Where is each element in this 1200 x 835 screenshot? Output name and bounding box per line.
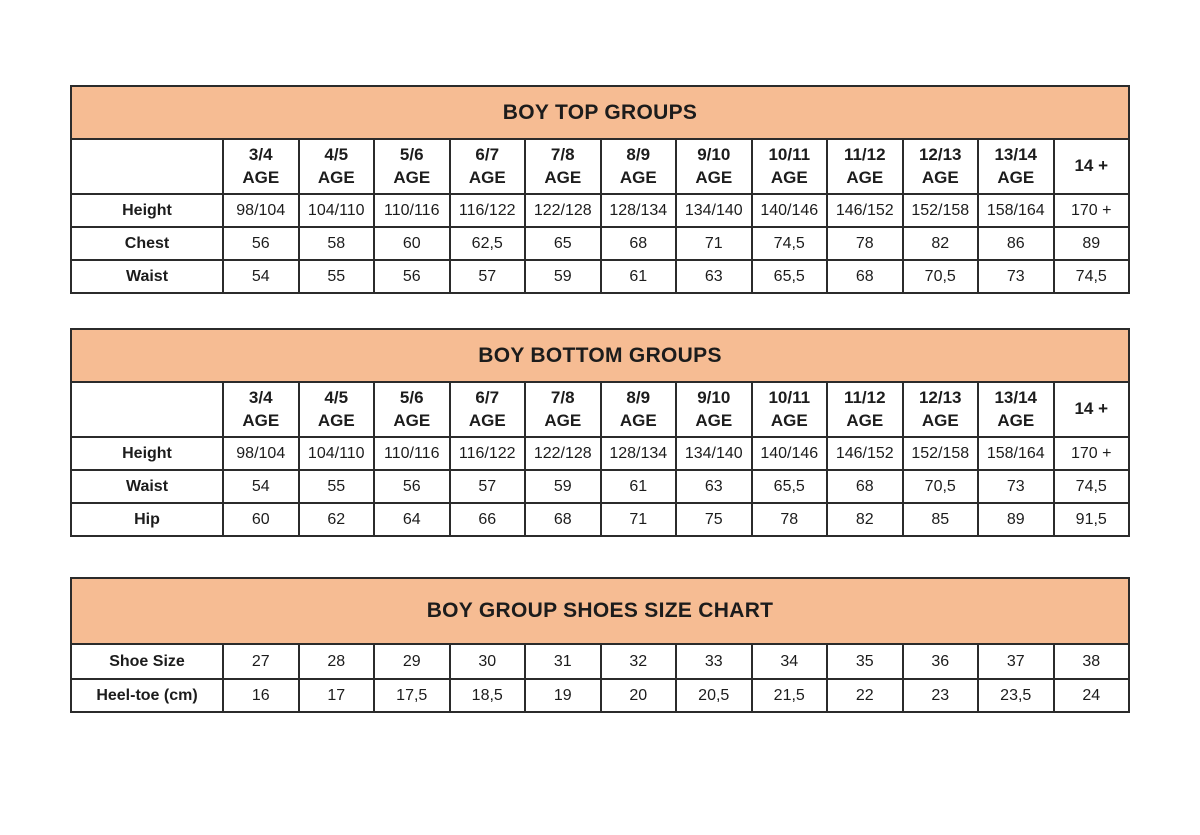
age-header-line: AGE xyxy=(695,167,733,187)
age-header-line: 10/11 xyxy=(768,145,811,165)
age-header-cell xyxy=(752,139,828,194)
value-cell: 57 xyxy=(450,260,526,293)
value-cell: 35 xyxy=(827,644,903,679)
age-header-line: AGE xyxy=(468,167,506,187)
age-header-line: 5/6 xyxy=(399,145,424,165)
boy-bottom-groups-table xyxy=(70,328,1130,537)
value-cell: 38 xyxy=(1054,644,1130,679)
age-header-line: AGE xyxy=(544,167,582,187)
boy-top-groups-table xyxy=(70,85,1130,294)
age-header-line: 12/13 xyxy=(918,388,962,408)
age-header-cell xyxy=(1054,139,1130,194)
age-header-line: 10/11 xyxy=(768,388,811,408)
age-header-line: AGE xyxy=(393,410,431,430)
value-cell: 146/152 xyxy=(827,437,903,470)
value-cell: 116/122 xyxy=(450,437,526,470)
value-cell: 68 xyxy=(827,470,903,503)
value-cell: 63 xyxy=(676,260,752,293)
corner-cell xyxy=(71,382,223,437)
age-header-line: 12/13 xyxy=(918,145,962,165)
age-header-cell xyxy=(299,139,375,194)
value-cell: 104/110 xyxy=(299,194,375,227)
value-cell: 98/104 xyxy=(223,194,299,227)
age-header-line: AGE xyxy=(846,410,884,430)
age-header-line: 11/12 xyxy=(843,145,886,165)
value-cell: 122/128 xyxy=(525,437,601,470)
age-header-cell xyxy=(601,382,677,437)
age-header-cell xyxy=(450,382,526,437)
age-header-cell xyxy=(374,139,450,194)
value-cell: 158/164 xyxy=(978,194,1054,227)
age-header-line: 14 + xyxy=(1074,399,1109,419)
value-cell: 65,5 xyxy=(752,260,828,293)
age-header-line: AGE xyxy=(997,167,1035,187)
value-cell: 17,5 xyxy=(374,679,450,712)
age-header-cell xyxy=(827,139,903,194)
value-cell: 152/158 xyxy=(903,194,979,227)
value-cell: 78 xyxy=(752,503,828,536)
value-cell: 17 xyxy=(299,679,375,712)
value-cell: 59 xyxy=(525,470,601,503)
age-header-line: 14 + xyxy=(1074,156,1109,176)
age-header-line: 4/5 xyxy=(324,388,349,408)
age-header-cell xyxy=(978,139,1054,194)
age-header-line: AGE xyxy=(317,167,355,187)
value-cell: 56 xyxy=(223,227,299,260)
value-cell: 98/104 xyxy=(223,437,299,470)
age-header-line: 6/7 xyxy=(475,388,500,408)
value-cell: 65 xyxy=(525,227,601,260)
value-cell: 68 xyxy=(525,503,601,536)
boy-group-shoes-size-chart-title: BOY GROUP SHOES SIZE CHART xyxy=(71,578,1129,644)
value-cell: 60 xyxy=(223,503,299,536)
row-label: Hip xyxy=(71,503,223,536)
age-header-cell xyxy=(676,139,752,194)
value-cell: 16 xyxy=(223,679,299,712)
age-header-cell xyxy=(903,382,979,437)
age-header-line: AGE xyxy=(770,167,808,187)
value-cell: 128/134 xyxy=(601,194,677,227)
value-cell: 56 xyxy=(374,260,450,293)
corner-cell xyxy=(71,139,223,194)
age-header-cell xyxy=(299,382,375,437)
value-cell: 85 xyxy=(903,503,979,536)
value-cell: 74,5 xyxy=(752,227,828,260)
value-cell: 28 xyxy=(299,644,375,679)
value-cell: 20,5 xyxy=(676,679,752,712)
value-cell: 63 xyxy=(676,470,752,503)
age-header-cell xyxy=(752,382,828,437)
age-header-cell xyxy=(223,382,299,437)
value-cell: 64 xyxy=(374,503,450,536)
value-cell: 65,5 xyxy=(752,470,828,503)
age-header-cell xyxy=(1054,382,1130,437)
row-label: Height xyxy=(71,194,223,227)
value-cell: 55 xyxy=(299,470,375,503)
value-cell: 29 xyxy=(374,644,450,679)
age-header-cell xyxy=(525,139,601,194)
age-header-cell xyxy=(450,139,526,194)
boy-bottom-groups-title: BOY BOTTOM GROUPS xyxy=(71,329,1129,382)
age-header-line: 3/4 xyxy=(248,388,273,408)
value-cell: 31 xyxy=(525,644,601,679)
value-cell: 59 xyxy=(525,260,601,293)
value-cell: 86 xyxy=(978,227,1054,260)
boy-top-groups-title: BOY TOP GROUPS xyxy=(71,86,1129,139)
age-header-cell xyxy=(525,382,601,437)
value-cell: 54 xyxy=(223,260,299,293)
age-header-line: 3/4 xyxy=(248,145,273,165)
age-header-line: 9/10 xyxy=(697,145,731,165)
boy-group-shoes-table xyxy=(70,577,1130,713)
age-header-cell xyxy=(223,139,299,194)
value-cell: 32 xyxy=(601,644,677,679)
age-header-cell xyxy=(978,382,1054,437)
age-header-line: 4/5 xyxy=(324,145,349,165)
age-header-cell xyxy=(374,382,450,437)
value-cell: 55 xyxy=(299,260,375,293)
age-header-line: 5/6 xyxy=(399,388,424,408)
age-header-line: 8/9 xyxy=(626,388,651,408)
value-cell: 116/122 xyxy=(450,194,526,227)
value-cell: 78 xyxy=(827,227,903,260)
value-cell: 70,5 xyxy=(903,260,979,293)
age-header-line: 7/8 xyxy=(550,388,575,408)
value-cell: 62 xyxy=(299,503,375,536)
value-cell: 140/146 xyxy=(752,194,828,227)
value-cell: 70,5 xyxy=(903,470,979,503)
value-cell: 71 xyxy=(601,503,677,536)
age-header-line: 13/14 xyxy=(994,145,1038,165)
value-cell: 71 xyxy=(676,227,752,260)
value-cell: 82 xyxy=(903,227,979,260)
value-cell: 30 xyxy=(450,644,526,679)
value-cell: 68 xyxy=(827,260,903,293)
value-cell: 33 xyxy=(676,644,752,679)
value-cell: 62,5 xyxy=(450,227,526,260)
value-cell: 140/146 xyxy=(752,437,828,470)
value-cell: 73 xyxy=(978,470,1054,503)
value-cell: 170 + xyxy=(1054,194,1130,227)
value-cell: 170 + xyxy=(1054,437,1130,470)
age-header-cell xyxy=(676,382,752,437)
value-cell: 56 xyxy=(374,470,450,503)
age-header-cell xyxy=(903,139,979,194)
value-cell: 24 xyxy=(1054,679,1130,712)
value-cell: 60 xyxy=(374,227,450,260)
age-header-line: AGE xyxy=(921,167,959,187)
age-header-line: AGE xyxy=(695,410,733,430)
value-cell: 18,5 xyxy=(450,679,526,712)
value-cell: 22 xyxy=(827,679,903,712)
value-cell: 74,5 xyxy=(1054,260,1130,293)
age-header-cell xyxy=(827,382,903,437)
value-cell: 20 xyxy=(601,679,677,712)
value-cell: 34 xyxy=(752,644,828,679)
age-header-cell xyxy=(601,139,677,194)
age-header-line: AGE xyxy=(393,167,431,187)
value-cell: 21,5 xyxy=(752,679,828,712)
value-cell: 146/152 xyxy=(827,194,903,227)
value-cell: 68 xyxy=(601,227,677,260)
value-cell: 89 xyxy=(1054,227,1130,260)
value-cell: 73 xyxy=(978,260,1054,293)
value-cell: 91,5 xyxy=(1054,503,1130,536)
value-cell: 61 xyxy=(601,470,677,503)
row-label: Heel-toe (cm) xyxy=(71,679,223,712)
value-cell: 128/134 xyxy=(601,437,677,470)
age-header-line: 7/8 xyxy=(550,145,575,165)
value-cell: 104/110 xyxy=(299,437,375,470)
value-cell: 23,5 xyxy=(978,679,1054,712)
value-cell: 57 xyxy=(450,470,526,503)
value-cell: 134/140 xyxy=(676,194,752,227)
age-header-line: AGE xyxy=(619,410,657,430)
age-header-line: AGE xyxy=(544,410,582,430)
value-cell: 23 xyxy=(903,679,979,712)
age-header-line: AGE xyxy=(997,410,1035,430)
row-label: Height xyxy=(71,437,223,470)
value-cell: 152/158 xyxy=(903,437,979,470)
value-cell: 122/128 xyxy=(525,194,601,227)
value-cell: 66 xyxy=(450,503,526,536)
age-header-line: 11/12 xyxy=(843,388,886,408)
age-header-line: 13/14 xyxy=(994,388,1038,408)
age-header-line: AGE xyxy=(846,167,884,187)
value-cell: 74,5 xyxy=(1054,470,1130,503)
value-cell: 36 xyxy=(903,644,979,679)
value-cell: 27 xyxy=(223,644,299,679)
age-header-line: AGE xyxy=(468,410,506,430)
row-label: Shoe Size xyxy=(71,644,223,679)
value-cell: 58 xyxy=(299,227,375,260)
value-cell: 134/140 xyxy=(676,437,752,470)
age-header-line: AGE xyxy=(770,410,808,430)
row-label: Waist xyxy=(71,470,223,503)
row-label: Chest xyxy=(71,227,223,260)
value-cell: 110/116 xyxy=(374,437,450,470)
age-header-line: AGE xyxy=(242,167,280,187)
value-cell: 82 xyxy=(827,503,903,536)
age-header-line: 8/9 xyxy=(626,145,651,165)
value-cell: 19 xyxy=(525,679,601,712)
row-label: Waist xyxy=(71,260,223,293)
age-header-line: AGE xyxy=(921,410,959,430)
value-cell: 75 xyxy=(676,503,752,536)
value-cell: 54 xyxy=(223,470,299,503)
age-header-line: AGE xyxy=(317,410,355,430)
age-header-line: 9/10 xyxy=(697,388,731,408)
value-cell: 89 xyxy=(978,503,1054,536)
age-header-line: AGE xyxy=(242,410,280,430)
value-cell: 37 xyxy=(978,644,1054,679)
value-cell: 61 xyxy=(601,260,677,293)
value-cell: 110/116 xyxy=(374,194,450,227)
age-header-line: AGE xyxy=(619,167,657,187)
age-header-line: 6/7 xyxy=(475,145,500,165)
value-cell: 158/164 xyxy=(978,437,1054,470)
